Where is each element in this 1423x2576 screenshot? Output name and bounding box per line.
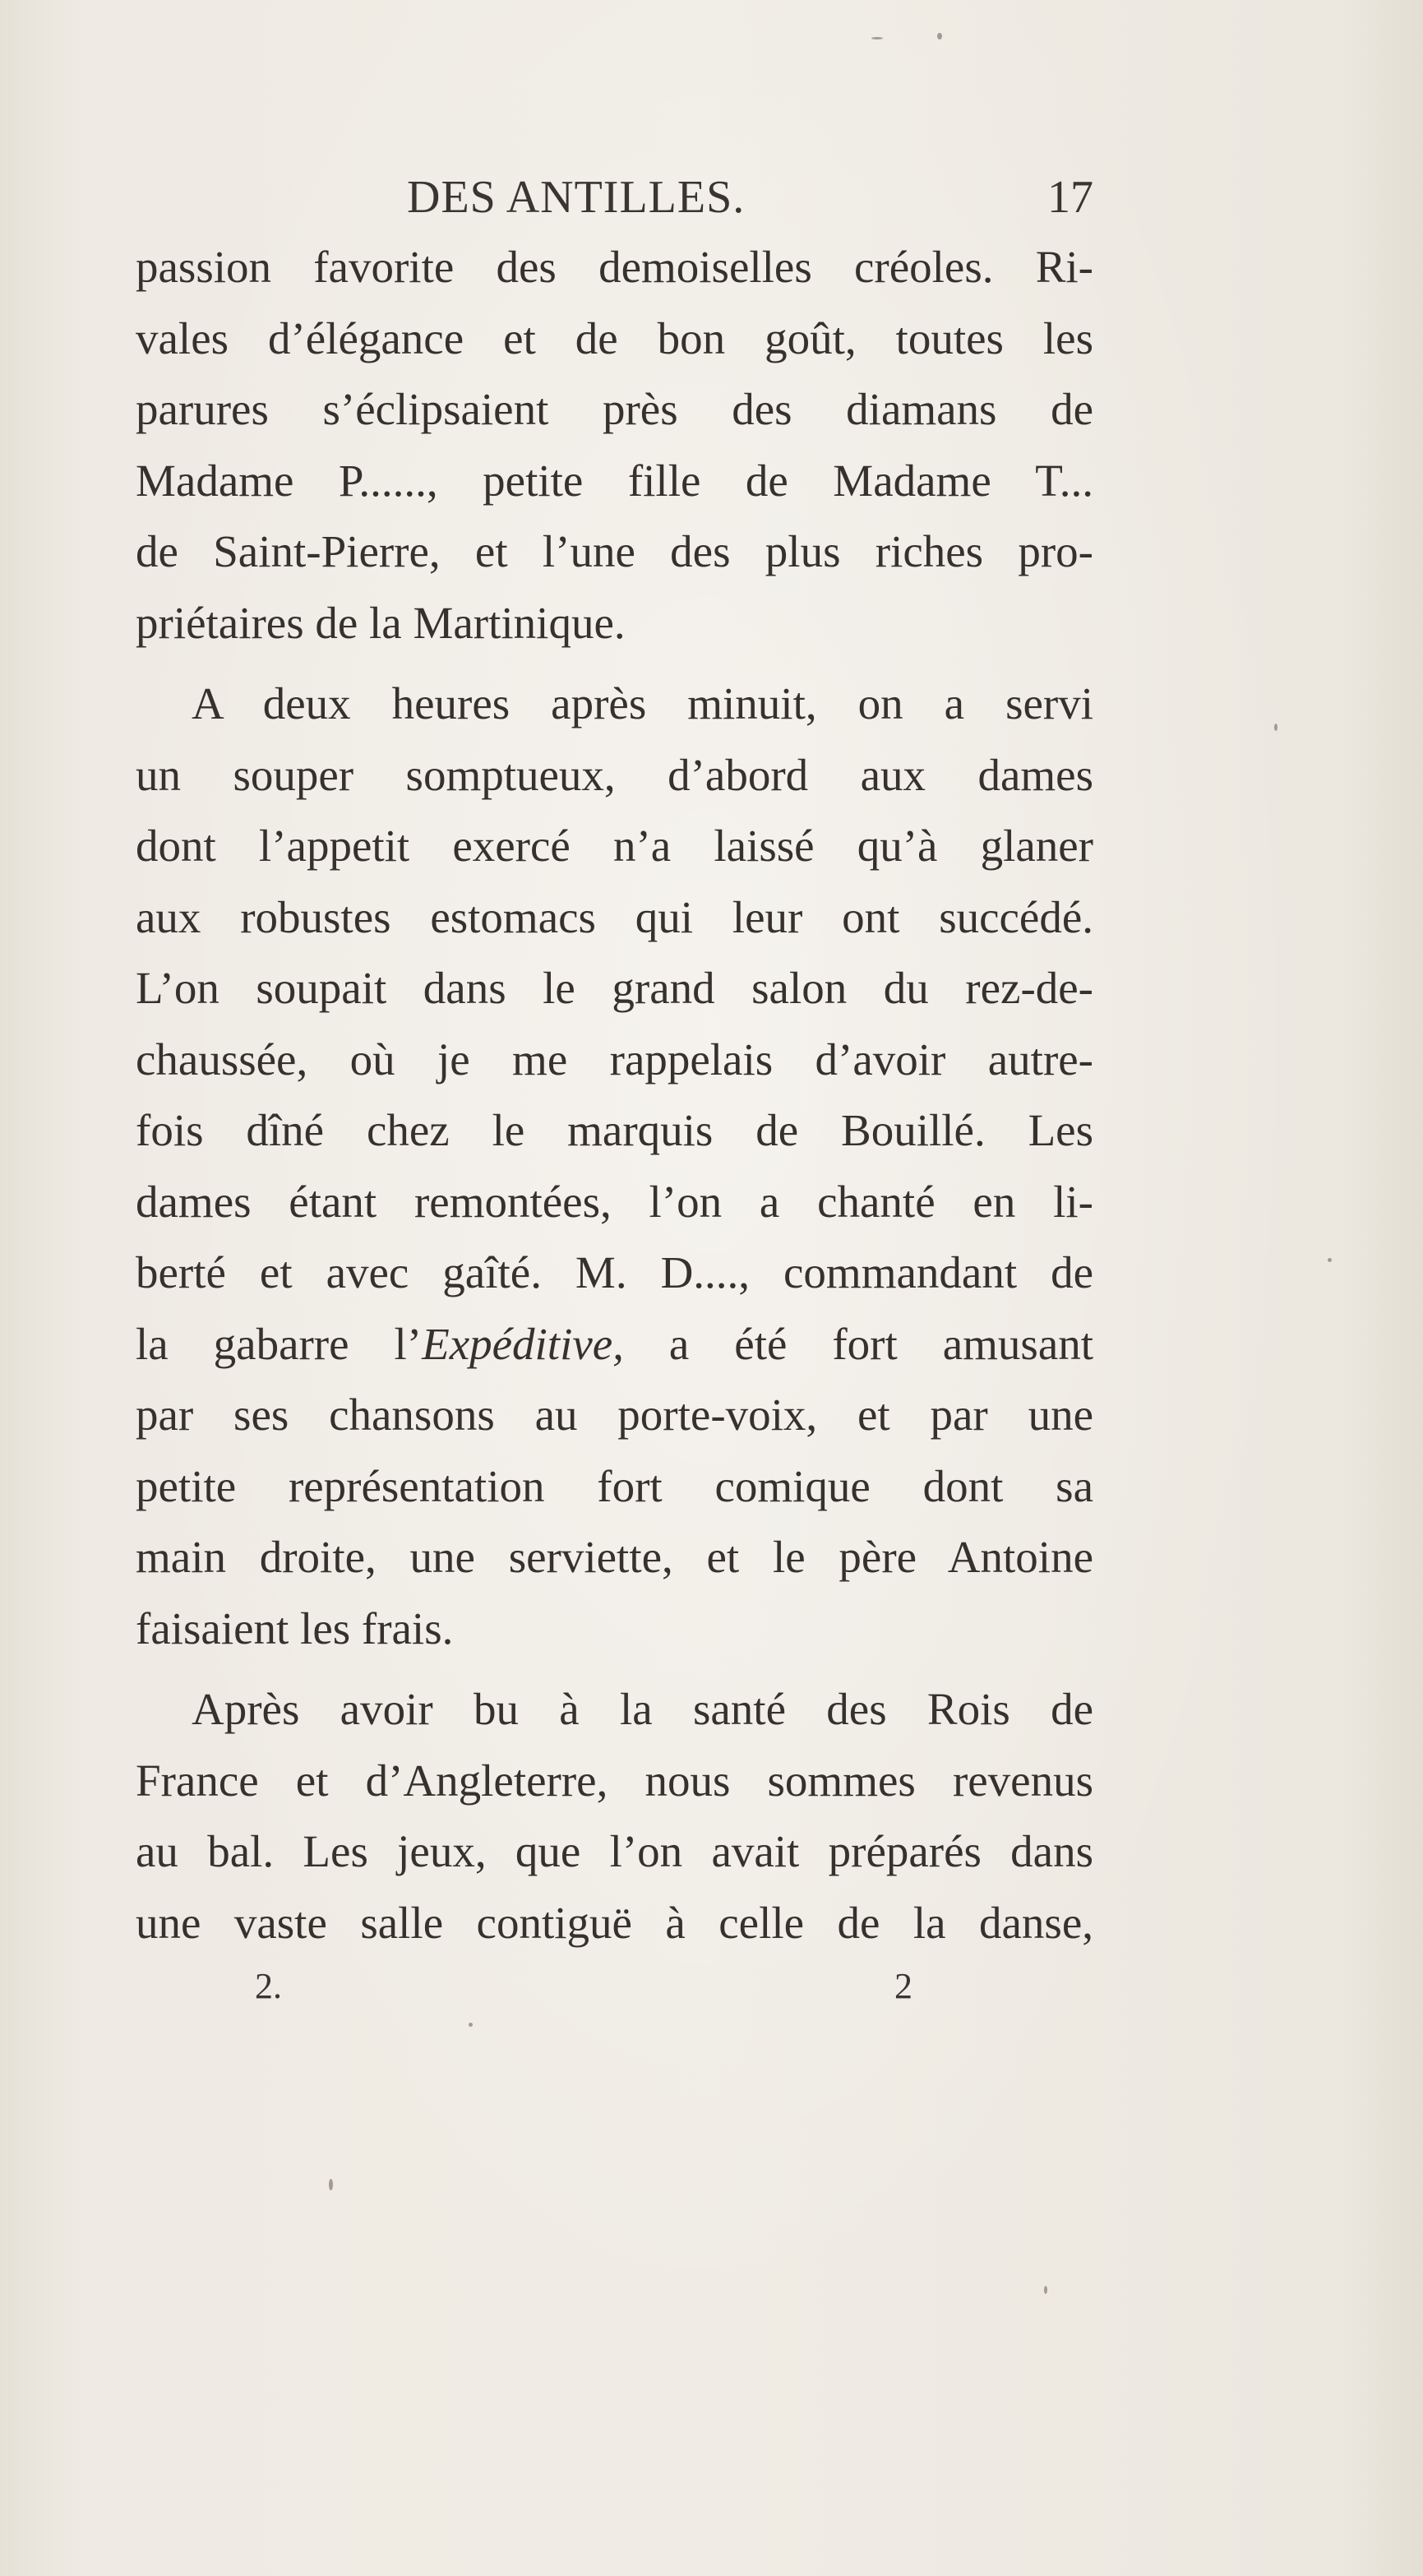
text-line: France et d’Angleterre, nous sommes revenus — [136, 1755, 1093, 1806]
text-line: A deux heures après minuit, on a servi — [192, 678, 1093, 728]
text-line: faisaient les frais. — [136, 1602, 454, 1653]
paper-speck — [937, 33, 942, 39]
text-line: Après avoir bu à la santé des Rois de — [192, 1684, 1093, 1734]
body-text — [136, 232, 1093, 1959]
paper-speck — [1328, 1258, 1332, 1262]
paragraph-gap — [136, 659, 1093, 668]
sheet-signature: 2 — [894, 1966, 912, 2006]
text-line: priétaires de la Martinique. — [136, 597, 626, 648]
page-number: 17 — [1047, 172, 1093, 223]
text-line: fois dîné chez le marquis de Bouillé. Les — [136, 1105, 1093, 1155]
text-line: un souper somptueux, d’abord aux dames — [136, 749, 1093, 800]
text-line: dames étant remontées, l’on a chanté en li- — [136, 1176, 1093, 1227]
text-line: main droite, une serviette, et le père Antoine — [136, 1532, 1093, 1582]
text-line: au bal. Les jeux, que l’on avait préparés dans — [136, 1826, 1093, 1876]
running-title: DES ANTILLES. — [407, 172, 746, 223]
page-footer — [255, 1965, 912, 2014]
paper-speck — [469, 2023, 473, 2027]
ship-name: Expéditive, — [422, 1318, 624, 1369]
text-line: L’on soupait dans le grand salon du rez-de- — [136, 963, 1093, 1013]
text-line: petite représentation fort comique dont sa — [136, 1460, 1093, 1511]
text-line: dont l’appetit exercé n’a laissé qu’à glaner — [136, 821, 1093, 871]
line-prefix: la gabarre l’ — [136, 1318, 423, 1369]
text-line: une vaste salle contiguë à celle de la danse, — [136, 1897, 1093, 1948]
text-line: passion favorite des demoiselles créoles. Ri- — [136, 242, 1093, 292]
text-line: Madame P......, petite fille de Madame T... — [136, 455, 1093, 506]
text-line: vales d’élégance et de bon goût, toutes les — [136, 312, 1093, 363]
line-suffix: a été fort amusant — [623, 1318, 1093, 1369]
page-header — [136, 169, 1093, 226]
paper-speck — [871, 37, 883, 39]
text-line: aux robustes estomacs qui leur ont succédé. — [136, 891, 1093, 942]
paper-speck — [1274, 724, 1277, 731]
paper-speck — [329, 2179, 333, 2190]
text-line: berté et avec gaîté. M. D...., commandant de — [136, 1247, 1093, 1297]
paper-speck — [1044, 2286, 1047, 2294]
text-line: de Saint-Pierre, et l’une des plus riches pro- — [136, 526, 1093, 576]
text-line: par ses chansons au porte-voix, et par une — [136, 1390, 1093, 1440]
paragraph-gap — [136, 1664, 1093, 1674]
text-line-with-ship-name — [136, 1309, 1093, 1380]
volume-signature: 2. — [255, 1966, 282, 2006]
text-line: chaussée, où je me rappelais d’avoir autre- — [136, 1034, 1093, 1085]
text-line: parures s’éclipsaient près des diamans de — [136, 384, 1093, 434]
